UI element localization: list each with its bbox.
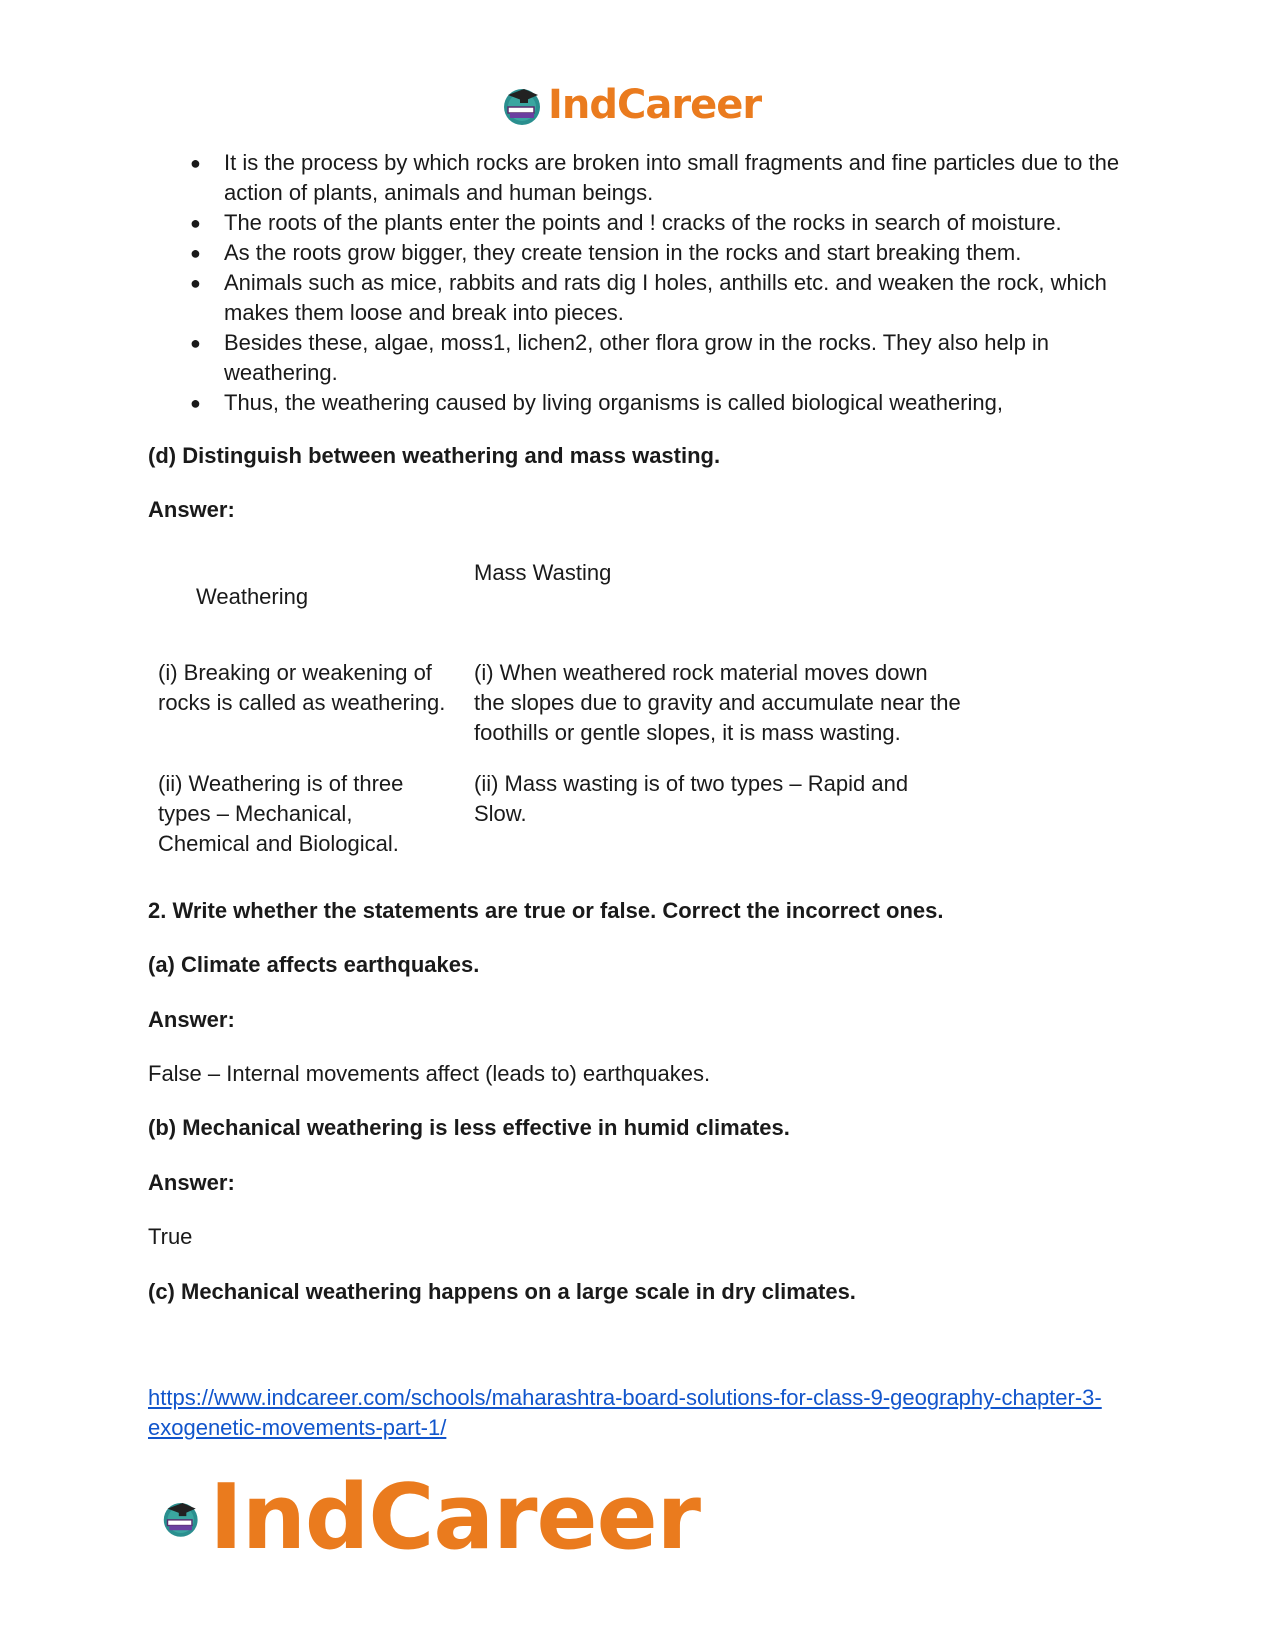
table-header-weathering: Weathering	[196, 584, 309, 609]
graduate-globe-icon	[500, 83, 544, 127]
answer-label: Answer:	[148, 1170, 235, 1195]
list-item: ● Thus, the weathering caused by living organisms is called biological weathering,	[190, 388, 1140, 418]
table-cell: (i) Breaking or weakening of rocks is called as weathering.	[158, 660, 446, 715]
list-item: ● Animals such as mice, rabbits and rats dig I holes, anthills etc. and weaken the rock, which makes them loose and break into pieces.	[190, 270, 1107, 325]
list-item: ● As the roots grow bigger, they create tension in the rocks and start breaking them.	[190, 238, 1140, 268]
bullet-icon: ●	[190, 213, 201, 233]
bullet-icon: ●	[190, 273, 201, 293]
logo-text: IndCareer	[548, 82, 762, 128]
bullet-list	[190, 148, 1140, 418]
logo-text: IndCareer	[209, 1465, 700, 1570]
bullet-icon: ●	[190, 333, 201, 353]
table-header-mass-wasting: Mass Wasting	[474, 560, 612, 585]
header-logo	[500, 80, 772, 130]
question-2: 2. Write whether the statements are true or false. Correct the incorrect ones.	[148, 898, 944, 923]
answer-label: Answer:	[148, 497, 235, 522]
question-2a: (a) Climate affects earthquakes.	[148, 952, 480, 977]
table-cell: (ii) Mass wasting is of two types – Rapid and Slow.	[474, 771, 909, 826]
list-item: ● Besides these, algae, moss1, lichen2, other flora grow in the rocks. They also help in weathering.	[190, 330, 1050, 385]
question-2c: (c) Mechanical weathering happens on a large scale in dry climates.	[148, 1279, 856, 1304]
footer-logo	[160, 1465, 700, 1570]
list-item: ● It is the process by which rocks are broken into small fragments and fine particles due to the action of plants, animals and human beings.	[190, 150, 1120, 205]
question-d: (d) Distinguish between weathering and mass wasting.	[148, 443, 721, 468]
bullet-icon: ●	[190, 393, 201, 413]
table-cell: (i) When weathered rock material moves down the slopes due to gravity and accumulate near the foothills or gentle slopes, it is mass wasting.	[474, 660, 961, 745]
list-item: ● The roots of the plants enter the points and ! cracks of the rocks in search of moisture.	[190, 208, 1140, 238]
source-link[interactable]: https://www.indcareer.com/schools/maharashtra-board-solutions-for-class-9-geography-chapter-3-exogenetic-movements-part-1/	[148, 1385, 1102, 1440]
answer-2a: False – Internal movements affect (leads to) earthquakes.	[148, 1061, 711, 1086]
answer-label: Answer:	[148, 1007, 235, 1032]
bullet-icon: ●	[190, 153, 201, 173]
answer-2b: True	[148, 1224, 193, 1249]
table-cell: (ii) Weathering is of three types – Mechanical, Chemical and Biological.	[158, 771, 404, 856]
bullet-icon: ●	[190, 243, 201, 263]
question-2b: (b) Mechanical weathering is less effective in humid climates.	[148, 1115, 790, 1140]
graduate-globe-icon	[160, 1476, 201, 1560]
